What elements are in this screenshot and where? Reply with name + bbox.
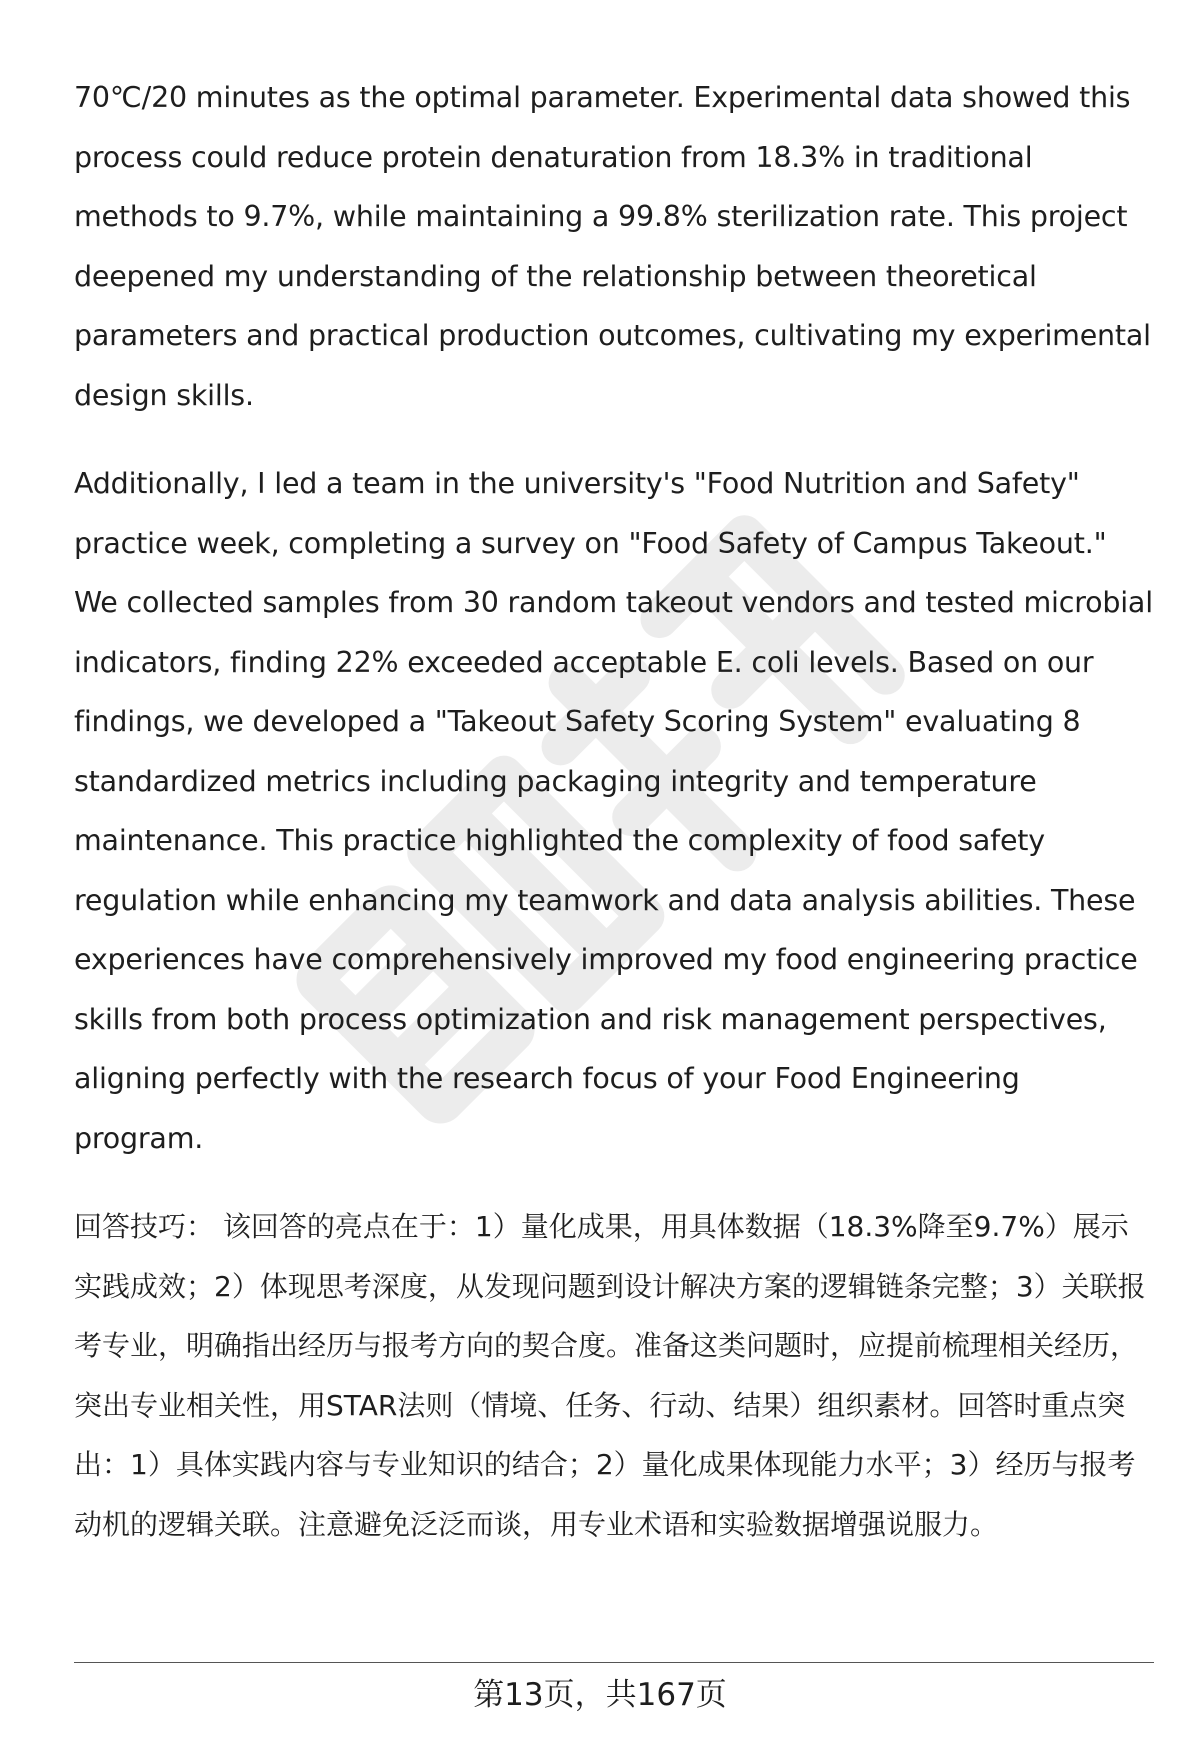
paragraph-project-result: 70℃/20 minutes as the optimal parameter. Experimental data showed this process could reduce protein denaturation from 18.3% in traditional methods to 9.7%, while maintaining a 99.8% sterilization rate. This project deepened my understanding of the relationship between theoretical parameters and practical production outcomes, cultivating my experimental design skills. [74, 81, 1151, 412]
paragraph-answer-tips: 回答技巧： 该回答的亮点在于：1）量化成果，用具体数据（18.3%降至9.7%）展示实践成效；2）体现思考深度，从发现问题到设计解决方案的逻辑链条完整；3）关联报考专业，明确指出经历与报考方向的契合度。准备这类问题时，应提前梳理相关经历，突出专业相关性，用STAR法则（情境、任务、行动、结果）组织素材。回答时重点突出：1）具体实践内容与专业知识的结合；2）量化成果体现能力水平；3）经历与报考动机的逻辑关联。注意避免泛泛而谈，用专业术语和实验数据增强说服力。 [74, 1210, 1146, 1541]
page-number: 第13页，共167页 [473, 1677, 727, 1713]
footer-divider [74, 1662, 1154, 1663]
document-body [74, 68, 1154, 1554]
paragraph-practice-week: Additionally, I led a team in the university's "Food Nutrition and Safety" practice week, completing a survey on "Food Safety of Campus Takeout." We collected samples from 30 random takeout vendors and tested microbial indicators, finding 22% exceeded acceptable E. coli levels. Based on our findings, we developed a "Takeout Safety Scoring System" evaluating 8 standardized metrics including packaging integrity and temperature maintenance. This practice highlighted the complexity of food safety regulation while enhancing my teamwork and data analysis abilities. These experiences have comprehensively improved my food engineering practice skills from both process optimization and risk management perspectives, aligning perfectly with the research focus of your Food Engineering program. [74, 467, 1153, 1155]
